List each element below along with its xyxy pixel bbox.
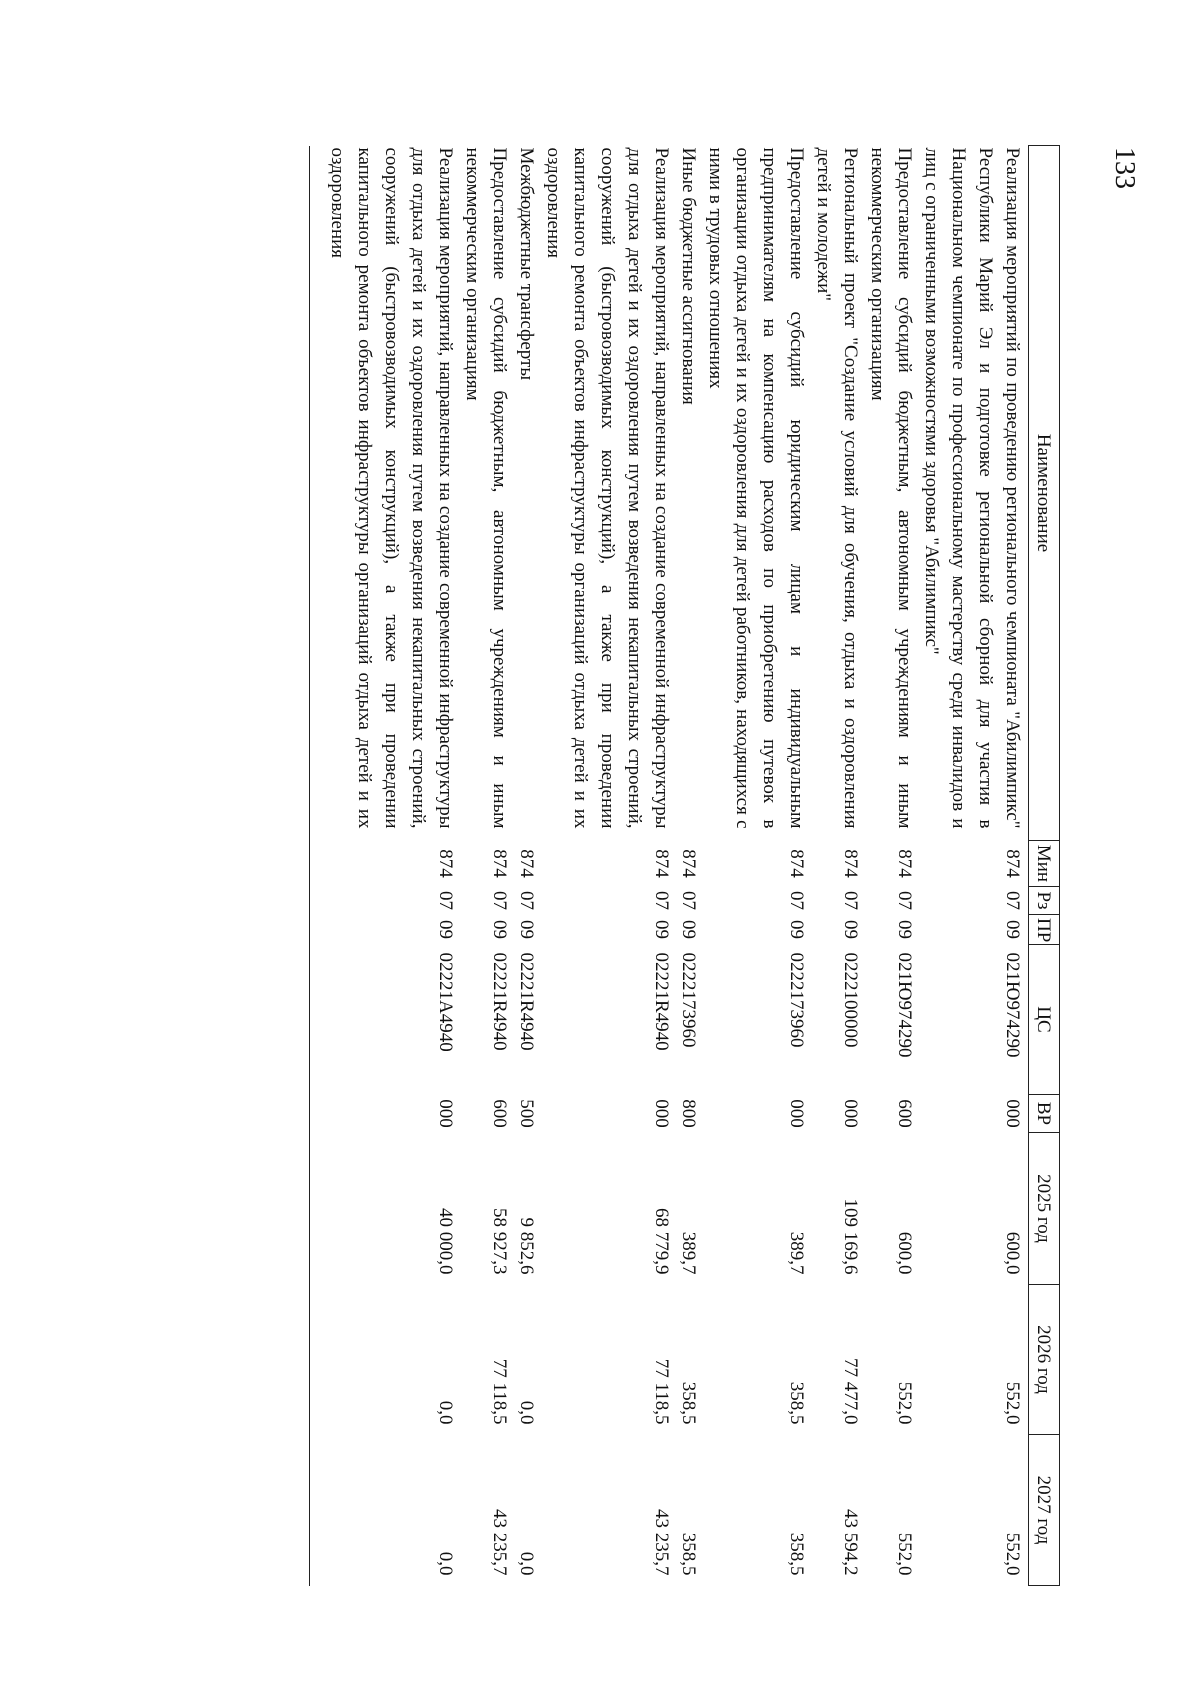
row-vr: 500 [516, 1099, 537, 1128]
row-pr: 09 [435, 920, 456, 939]
row-pr: 09 [489, 920, 510, 939]
row-name: Предоставление субсидий бюджетным, автономным учреждениям и иным некоммерческим организациям [867, 147, 915, 829]
row-2027: 552,0 [894, 1532, 915, 1576]
row-pr: 09 [678, 920, 699, 939]
row-name: Межбюджетные трансферты [516, 147, 537, 381]
row-min: 874 [489, 849, 510, 878]
row-name: Реализация мероприятий, направленных на создание современной инфраструктуры для отдыха детей и их оздоровления путем возведения некапитальных строений, сооружений (быстровозводимых конструкций), а также при проведении капитального ремонта объектов инфраструктуры организаций отдыха детей и их оздоровления [327, 147, 456, 829]
table-footer [309, 146, 310, 1586]
row-name: Предоставление субсидий бюджетным, автономным учреждениям и иным некоммерческим организациям [462, 147, 510, 829]
row-name: Иные бюджетные ассигнования [678, 147, 699, 405]
header-cs: ЦС [1029, 945, 1060, 1095]
row-pr: 09 [894, 920, 915, 939]
row-min: 874 [678, 849, 699, 878]
row-vr: 800 [678, 1099, 699, 1128]
row-2026: 552,0 [894, 1381, 915, 1425]
row-cs: 02221R4940 [516, 952, 537, 1051]
row-2025: 389,7 [678, 1231, 699, 1275]
row-min: 874 [435, 849, 456, 878]
row-min: 874 [786, 849, 807, 878]
row-name: Предоставление субсидий юридическим лицам и индивидуальным предпринимателям на компенсацию расходов по приобретению путевок в организации отдыха детей и их оздоровления для детей работников, находящихся с ними в трудовых отношениях [705, 147, 807, 829]
table-row [918, 146, 1029, 1586]
row-vr: 000 [1002, 1099, 1023, 1128]
row-rz: 07 [435, 891, 456, 910]
row-cs: 0222173960 [678, 952, 699, 1048]
row-pr: 09 [1002, 920, 1023, 939]
row-2027: 358,5 [786, 1532, 807, 1576]
row-2025: 40 000,0 [435, 1208, 456, 1275]
row-rz: 07 [651, 891, 672, 910]
rotated-table-container [200, 145, 1060, 1585]
row-2026: 552,0 [1002, 1381, 1023, 1425]
row-rz: 07 [489, 891, 510, 910]
row-2025: 600,0 [894, 1231, 915, 1275]
row-2027: 0,0 [435, 1551, 456, 1576]
page-number: 133 [1109, 147, 1140, 189]
row-vr: 000 [435, 1099, 456, 1128]
row-2027: 43 235,7 [651, 1509, 672, 1576]
row-min: 874 [1002, 849, 1023, 878]
header-name: Наименование [1029, 146, 1060, 841]
row-rz: 07 [516, 891, 537, 910]
row-2025: 9 852,6 [516, 1217, 537, 1275]
table-row [513, 146, 540, 1586]
row-cs: 0222100000 [840, 952, 861, 1048]
header-2027: 2027 год [1029, 1435, 1060, 1586]
row-rz: 07 [840, 891, 861, 910]
row-pr: 09 [651, 920, 672, 939]
row-2026: 358,5 [786, 1381, 807, 1425]
row-vr: 000 [651, 1099, 672, 1128]
row-2026: 77 118,5 [651, 1358, 672, 1425]
table-row [459, 146, 513, 1586]
table-row [702, 146, 810, 1586]
row-2026: 77 118,5 [489, 1358, 510, 1425]
budget-table [309, 145, 1060, 1586]
row-vr: 000 [786, 1099, 807, 1128]
row-rz: 07 [678, 891, 699, 910]
row-cs: 0222173960 [786, 952, 807, 1048]
row-2025: 68 779,9 [651, 1208, 672, 1275]
table-body [310, 146, 1029, 1586]
row-2026: 358,5 [678, 1381, 699, 1425]
row-2027: 43 594,2 [840, 1509, 861, 1576]
row-name: Реализация мероприятий, направленных на создание современной инфраструктуры для отдыха детей и их оздоровления путем возведения некапитальных строений, сооружений (быстровозводимых конструкций), а также при проведении капитального ремонта объектов инфраструктуры организаций отдыха детей и их оздоровления [543, 147, 672, 829]
table-row [540, 146, 675, 1586]
row-cs: 02221R4940 [651, 952, 672, 1051]
row-cs: 02221R4940 [489, 952, 510, 1051]
row-2027: 0,0 [516, 1551, 537, 1576]
table-row [810, 146, 864, 1586]
row-2027: 358,5 [678, 1532, 699, 1576]
table-row [864, 146, 918, 1586]
row-name: Региональный проект "Создание условий для обучения, отдыха и оздоровления детей и молодежи" [813, 147, 861, 829]
row-vr: 000 [840, 1099, 861, 1128]
row-rz: 07 [786, 891, 807, 910]
row-min: 874 [840, 849, 861, 878]
row-min: 874 [516, 849, 537, 878]
row-min: 874 [651, 849, 672, 878]
header-min: Мин [1029, 841, 1060, 887]
table-header [1029, 146, 1060, 1586]
row-min: 874 [894, 849, 915, 878]
row-rz: 07 [894, 891, 915, 910]
row-cs: 021Ю974290 [1002, 952, 1023, 1058]
header-2025: 2025 год [1029, 1133, 1060, 1285]
row-cs: 02221A4940 [435, 952, 456, 1052]
row-cs: 021Ю974290 [894, 952, 915, 1058]
row-pr: 09 [786, 920, 807, 939]
row-2025: 389,7 [786, 1231, 807, 1275]
row-2025: 58 927,3 [489, 1208, 510, 1275]
row-2027: 552,0 [1002, 1532, 1023, 1576]
row-2027: 43 235,7 [489, 1509, 510, 1576]
header-vr: ВР [1029, 1095, 1060, 1133]
header-2026: 2026 год [1029, 1285, 1060, 1435]
row-vr: 600 [489, 1099, 510, 1128]
row-name: Реализация мероприятий по проведению регионального чемпионата "Абилимпикс" Республики Марий Эл и подготовке региональной сборной для участия в Национальном чемпионате по профессиональному мастерству среди инвалидов и лиц с ограниченными возможностями здоровья "Абилимпикс" [921, 147, 1023, 829]
bottom-rule-row [309, 146, 310, 1586]
header-row [1029, 146, 1060, 1586]
row-2025: 109 169,6 [840, 1198, 861, 1275]
header-rz: Рз [1029, 887, 1060, 915]
row-rz: 07 [1002, 891, 1023, 910]
table-row [310, 146, 460, 1586]
row-2025: 600,0 [1002, 1231, 1023, 1275]
row-2026: 0,0 [435, 1400, 456, 1425]
header-pr: ПР [1029, 915, 1060, 945]
row-pr: 09 [840, 920, 861, 939]
row-2026: 0,0 [516, 1400, 537, 1425]
table-row [675, 146, 702, 1586]
row-pr: 09 [516, 920, 537, 939]
bottom-rule [309, 146, 310, 1586]
row-vr: 600 [894, 1099, 915, 1128]
row-2026: 77 477,0 [840, 1358, 861, 1425]
